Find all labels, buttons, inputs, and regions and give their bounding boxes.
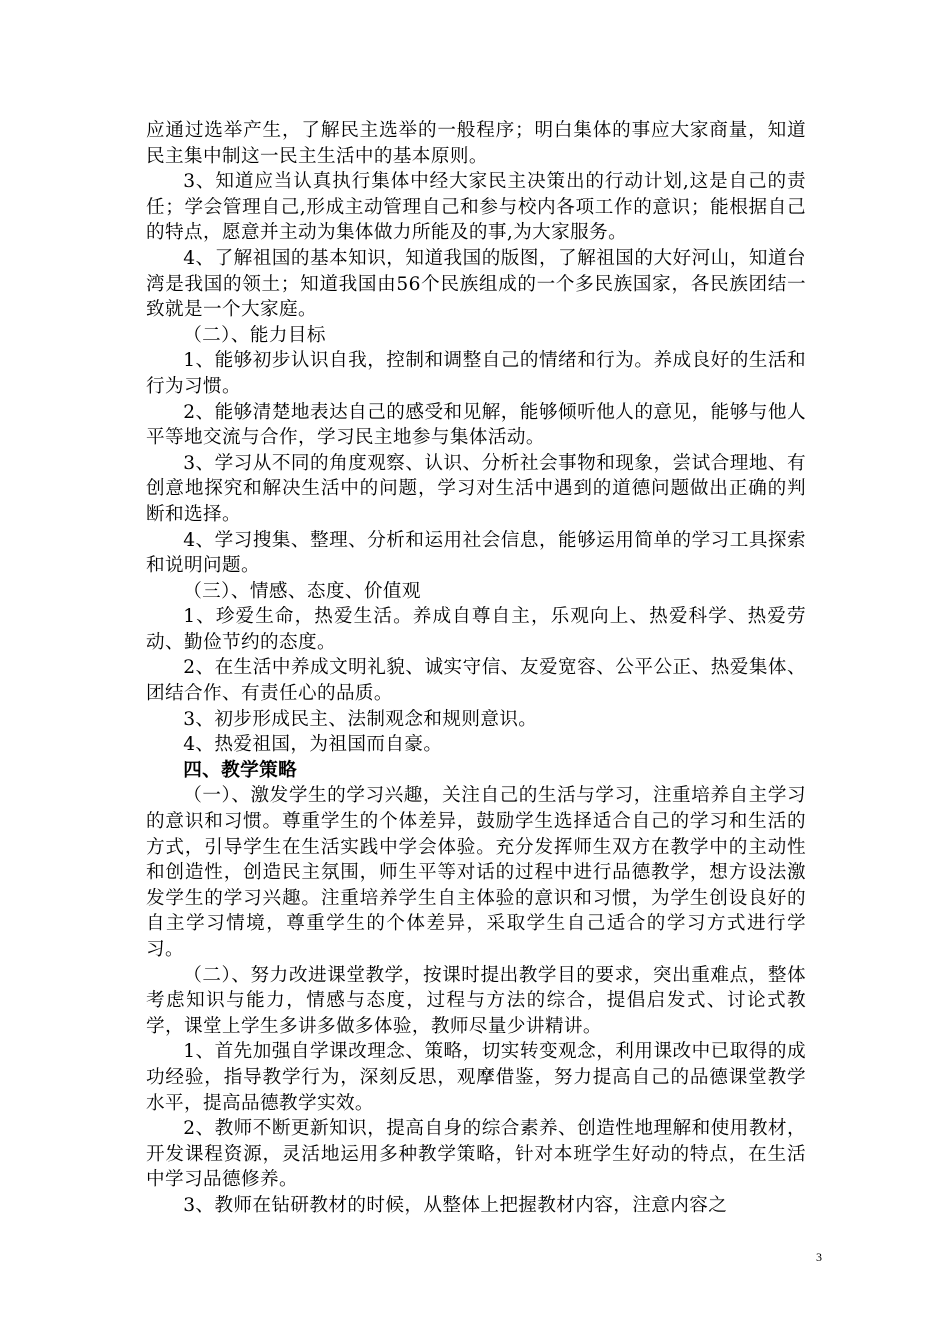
paragraph: 2、能够清楚地表达自己的感受和见解，能够倾听他人的意见，能够与他人平等地交流与合作，学习民主地参与集体活动。 xyxy=(146,401,806,449)
paragraph: 3、初步形成民主、法制观念和规则意识。 xyxy=(183,708,538,730)
paragraph: 应通过选举产生，了解民主选举的一般程序；明白集体的事应大家商量，知道民主集中制这一民主生活中的基本原则。 xyxy=(146,120,806,167)
paragraph: 4、热爱祖国，为祖国而自豪。 xyxy=(183,734,443,756)
paragraph: 2、教师不断更新知识，提高自身的综合素养、创造性地理解和使用教材，开发课程资源，灵活地运用多种教学策略，针对本班学生好动的特点，在生活中学习品德修养。 xyxy=(146,1118,806,1191)
paragraph: （二）、努力改进课堂教学，按课时提出教学目的要求，突出重难点，整体考虑知识与能力，情感与态度，过程与方法的综合，提倡启发式、讨论式教学，课堂上学生多讲多做多体验，教师尽量少讲精讲。 xyxy=(146,964,806,1037)
section-heading: （二）、能力目标 xyxy=(183,324,326,346)
page-number: 3 xyxy=(816,1250,822,1264)
paragraph: 3、知道应当认真执行集体中经大家民主决策出的行动计划,这是自己的责任；学会管理自己,形成主动管理自己和参与校内各项工作的意识；能根据自己的特点，愿意并主动为集体做力所能及的事,为大家服务。 xyxy=(146,171,806,244)
paragraph: 4、了解祖国的基本知识，知道我国的版图，了解祖国的大好河山，知道台湾是我国的领土；知道我国由56个民族组成的一个多民族国家，各民族团结一致就是一个大家庭。 xyxy=(146,247,806,321)
paragraph: 2、在生活中养成文明礼貌、诚实守信、友爱宽容、公平公正、热爱集体、团结合作、有责任心的品质。 xyxy=(146,657,806,705)
chapter-heading: 四、教学策略 xyxy=(183,759,298,781)
section-heading: （三）、情感、态度、价值观 xyxy=(183,580,421,602)
paragraph: 3、教师在钻研教材的时候，从整体上把握教材内容，注意内容之 xyxy=(183,1194,728,1216)
paragraph: 1、珍爱生命，热爱生活。养成自尊自主，乐观向上、热爱科学、热爱劳动、勤俭节约的态度。 xyxy=(146,606,806,653)
paragraph: （一）、激发学生的学习兴趣，关注自己的生活与学习，注重培养自主学习的意识和习惯。尊重学生的个体差异，鼓励学生选择适合自己的学习和生活的方式，引导学生在生活实践中学会体验。充分发挥师生双方在教学中的主动性和创造性，创造民主氛围，师生平等对话的过程中进行品德教学，想方设法激发学生的学习兴趣。注重培养学生自主体验的意识和习惯，为学生创设良好的自主学习情境，尊重学生的个体差异，采取学生自己适合的学习方式进行学习。 xyxy=(146,785,806,960)
document-body xyxy=(146,118,806,1219)
paragraph: 1、首先加强自学课改理念、策略，切实转变观念，利用课改中已取得的成功经验，指导教学行为，深刻反思，观摩借鉴，努力提高自己的品德课堂教学水平，提高品德教学实效。 xyxy=(146,1041,806,1114)
paragraph: 1、能够初步认识自我，控制和调整自己的情绪和行为。养成良好的生活和行为习惯。 xyxy=(146,350,806,397)
paragraph: 4、学习搜集、整理、分析和运用社会信息，能够运用简单的学习工具探索和说明问题。 xyxy=(146,529,806,577)
paragraph: 3、学习从不同的角度观察、认识、分析社会事物和现象，尝试合理地、有创意地探究和解决生活中的问题，学习对生活中遇到的道德问题做出正确的判断和选择。 xyxy=(146,452,806,525)
